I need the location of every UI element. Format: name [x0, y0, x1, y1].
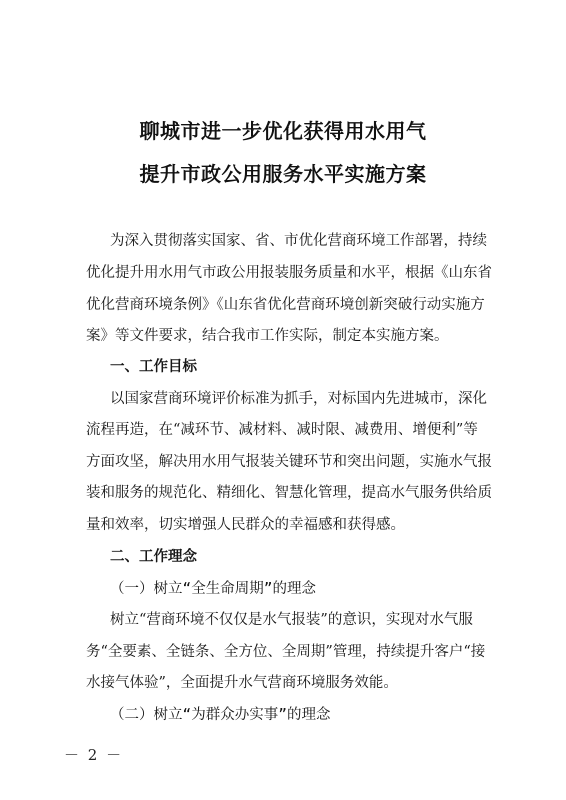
- section-heading-work-philosophy: 二、工作理念: [110, 549, 197, 565]
- subsection-heading-2: （二）树立“为群众办实事”的理念: [110, 707, 331, 723]
- section1-line-3: 方面攻坚，解决用水用气报装关键环节和突出问题，实施水气报: [86, 454, 492, 470]
- section1-line-1: 以国家营商环境评价标准为抓手，对标国内先进城市，深化: [110, 391, 487, 407]
- section-heading-work-goals: 一、工作目标: [110, 359, 197, 375]
- section1-line-5: 量和效率，切实增强人民群众的幸福感和获得感。: [86, 517, 405, 533]
- sub1-line-2: 务“全要素、全链条、全方位、全周期”管理，持续提升客户“接: [86, 644, 486, 660]
- intro-line-4: 案》等文件要求，结合我市工作实际，制定本实施方案。: [86, 328, 449, 344]
- sub1-line-1: 树立“营商环境不仅仅是水气报装”的意识，实现对水气服: [110, 612, 473, 628]
- intro-line-2: 优化提升用水用气市政公用报装服务质量和水平，根据《山东省: [86, 265, 492, 281]
- intro-line-3: 优化营商环境条例》《山东省优化营商环境创新突破行动实施方: [86, 297, 485, 313]
- subsection-heading-1: （一）树立“全生命周期”的理念: [110, 581, 316, 597]
- document-title-line-2: 提升市政公用服务水平实施方案: [139, 162, 427, 186]
- document-title-line-1: 聊城市进一步优化获得用水用气: [139, 119, 427, 143]
- sub1-line-3: 水接气体验”，全面提升水气营商环境服务效能。: [86, 675, 398, 691]
- page-number: － 2 －: [64, 746, 124, 764]
- section1-line-4: 装和服务的规范化、精细化、智慧化管理，提高水气服务供给质: [86, 485, 492, 501]
- section1-line-2: 流程再造，在“减环节、减材料、减时限、减费用、增便利”等: [86, 422, 478, 438]
- intro-line-1: 为深入贯彻落实国家、省、市优化营商环境工作部署，持续: [110, 233, 487, 249]
